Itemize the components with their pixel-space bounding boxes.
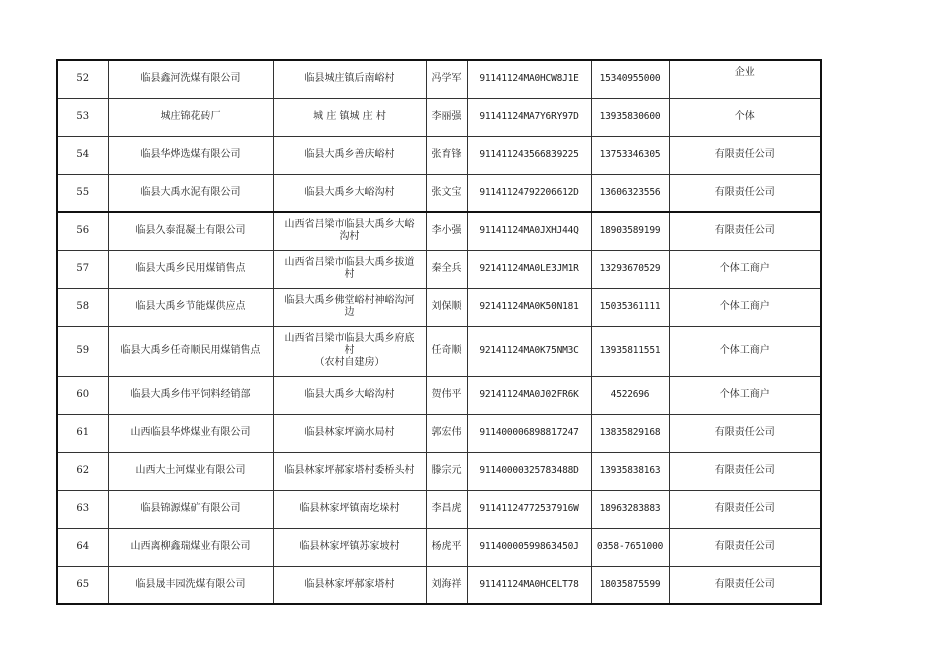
address-line: 临县林家坪郝家塔村: [304, 578, 395, 590]
address-cell: [273, 452, 426, 490]
row-number-cell: 64: [57, 528, 108, 566]
address-line: 临县大禹乡大峪沟村: [304, 389, 395, 400]
legal-person-cell: 任奇顺: [426, 326, 467, 376]
legal-person-cell: 刘海祥: [426, 566, 467, 604]
row-number-cell: 61: [57, 414, 108, 452]
table-row: [57, 212, 821, 250]
table-row: [57, 250, 821, 288]
company-name-cell: 山西临县华烨煤业有限公司: [108, 414, 273, 452]
address-line: 临县林家坪郝家塔村委桥头村: [284, 465, 415, 476]
phone-cell: 13606323556: [591, 174, 669, 212]
company-type-cell: 有限责任公司: [669, 136, 821, 174]
address-line: 临县大禹乡佛堂峪村神峪沟河: [284, 295, 415, 306]
address-line: 山西省吕梁市临县大禹乡拔道: [284, 257, 415, 268]
company-type-cell: 有限责任公司: [669, 174, 821, 212]
address-cell: [273, 212, 426, 250]
table-row: [57, 528, 821, 566]
legal-person-cell: 滕宗元: [426, 452, 467, 490]
phone-cell: 18903589199: [591, 212, 669, 250]
credit-code-cell: 91141124792206612D: [467, 174, 591, 212]
phone-cell: 13293670529: [591, 250, 669, 288]
credit-code-cell: 91141124MA0HCW8J1E: [467, 60, 591, 98]
row-number-cell: 54: [57, 136, 108, 174]
legal-person-cell: 李昌虎: [426, 490, 467, 528]
company-name-cell: 临县大禹乡任奇顺民用煤销售点: [108, 326, 273, 376]
credit-code-cell: 91140000599863450J: [467, 528, 591, 566]
row-number-cell: 55: [57, 174, 108, 212]
company-name-cell: 山西离柳鑫瑞煤业有限公司: [108, 528, 273, 566]
company-name-cell: 临县锦源煤矿有限公司: [108, 490, 273, 528]
company-type-cell: 有限责任公司: [669, 414, 821, 452]
address-cell: [273, 98, 426, 136]
phone-cell: 13935838163: [591, 452, 669, 490]
credit-code-cell: 92141124MA0K50N181: [467, 288, 591, 326]
legal-person-cell: 杨虎平: [426, 528, 467, 566]
address-cell: [273, 326, 426, 376]
legal-person-cell: 张文宝: [426, 174, 467, 212]
address-line: 村: [344, 269, 355, 280]
credit-code-cell: 91141124MA7Y6RY97D: [467, 98, 591, 136]
company-name-cell: 山西大土河煤业有限公司: [108, 452, 273, 490]
company-type-cell: 个体: [669, 98, 821, 136]
credit-code-cell: 92141124MA0J02FR6K: [467, 376, 591, 414]
row-number-cell: 59: [57, 326, 108, 376]
address-cell: [273, 288, 426, 326]
company-name-cell: 临县华烨选煤有限公司: [108, 136, 273, 174]
company-name-cell: 临县晟丰园洗煤有限公司: [108, 566, 273, 604]
credit-code-cell: 911411243566839225: [467, 136, 591, 174]
phone-cell: 4522696: [591, 376, 669, 414]
table-row: [57, 452, 821, 490]
legal-person-cell: 冯学军: [426, 60, 467, 98]
company-name-cell: 城庄锦花砖厂: [108, 98, 273, 136]
company-name-cell: 临县大禹乡节能煤供应点: [108, 288, 273, 326]
phone-cell: 18963283883: [591, 490, 669, 528]
address-line: 临县林家坪滴水局村: [304, 427, 395, 438]
table-row: [57, 326, 821, 376]
company-type-cell: 有限责任公司: [669, 212, 821, 250]
address-line: 临县林家坪镇南圪垛村: [299, 503, 400, 514]
table-row: [57, 376, 821, 414]
enterprise-table: [56, 59, 822, 605]
company-type-cell: 个体工商户: [669, 326, 821, 376]
phone-cell: 0358-7651000: [591, 528, 669, 566]
address-line: 城 庄 镇城 庄 村: [313, 111, 386, 122]
address-line: 村: [344, 345, 355, 356]
credit-code-cell: 91141124MA0JXHJ44Q: [467, 212, 591, 250]
company-type-cell: 有限责任公司: [669, 528, 821, 566]
address-line: 临县大禹乡大峪沟村: [304, 186, 395, 198]
address-cell: [273, 250, 426, 288]
company-name-cell: 临县大禹乡伟平饲料经销部: [108, 376, 273, 414]
address-line: 沟村: [339, 231, 360, 243]
row-number-cell: 57: [57, 250, 108, 288]
credit-code-cell: 92141124MA0K75NM3C: [467, 326, 591, 376]
credit-code-cell: 91141124772537916W: [467, 490, 591, 528]
row-number-cell: 63: [57, 490, 108, 528]
company-name-cell: 临县鑫河洗煤有限公司: [108, 60, 273, 98]
legal-person-cell: 李小强: [426, 212, 467, 250]
address-cell: [273, 376, 426, 414]
legal-person-cell: 张育锋: [426, 136, 467, 174]
address-cell: [273, 528, 426, 566]
credit-code-cell: 92141124MA0LE3JM1R: [467, 250, 591, 288]
address-cell: [273, 490, 426, 528]
address-cell: [273, 174, 426, 212]
credit-code-cell: 91141124MA0HCELT78: [467, 566, 591, 604]
row-number-cell: 58: [57, 288, 108, 326]
row-number-cell: 56: [57, 212, 108, 250]
legal-person-cell: 秦全兵: [426, 250, 467, 288]
address-line: 山西省吕梁市临县大禹乡大峪: [284, 219, 415, 231]
table-row: [57, 98, 821, 136]
address-cell: [273, 566, 426, 604]
address-cell: [273, 136, 426, 174]
row-number-cell: 60: [57, 376, 108, 414]
address-line: 临县城庄镇后南峪村: [304, 73, 395, 85]
phone-cell: 13935830600: [591, 98, 669, 136]
credit-code-cell: 911400006898817247: [467, 414, 591, 452]
address-line: 山西省吕梁市临县大禹乡府底: [284, 333, 415, 344]
legal-person-cell: 郭宏伟: [426, 414, 467, 452]
row-number-cell: 65: [57, 566, 108, 604]
phone-cell: 13835829168: [591, 414, 669, 452]
phone-cell: 13753346305: [591, 136, 669, 174]
legal-person-cell: 贺伟平: [426, 376, 467, 414]
table-row: [57, 490, 821, 528]
address-line: （农村自建房）: [314, 357, 385, 368]
row-number-cell: 53: [57, 98, 108, 136]
company-type-cell: 个体工商户: [669, 250, 821, 288]
phone-cell: 15340955000: [591, 60, 669, 98]
address-line: 临县大禹乡善庆峪村: [304, 149, 395, 160]
address-line: 边: [344, 307, 355, 318]
phone-cell: 15035361111: [591, 288, 669, 326]
company-type-cell: 有限责任公司: [669, 452, 821, 490]
credit-code-cell: 91140000325783488D: [467, 452, 591, 490]
company-type-cell: 企业: [669, 60, 821, 98]
row-number-cell: 62: [57, 452, 108, 490]
phone-cell: 18035875599: [591, 566, 669, 604]
company-type-cell: 有限责任公司: [669, 490, 821, 528]
table-row: [57, 60, 821, 98]
legal-person-cell: 李丽强: [426, 98, 467, 136]
table-row: [57, 288, 821, 326]
company-type-cell: 个体工商户: [669, 376, 821, 414]
address-line: 临县林家坪镇苏家坡村: [299, 541, 400, 552]
company-type-cell: 个体工商户: [669, 288, 821, 326]
company-name-cell: 临县大禹水泥有限公司: [108, 174, 273, 212]
company-name-cell: 临县大禹乡民用煤销售点: [108, 250, 273, 288]
row-number-cell: 52: [57, 60, 108, 98]
table-row: [57, 566, 821, 604]
table-row: [57, 414, 821, 452]
address-cell: [273, 414, 426, 452]
phone-cell: 13935811551: [591, 326, 669, 376]
company-type-cell: 有限责任公司: [669, 566, 821, 604]
legal-person-cell: 刘保顺: [426, 288, 467, 326]
company-name-cell: 临县久泰混凝土有限公司: [108, 212, 273, 250]
table-row: [57, 174, 821, 212]
address-cell: [273, 60, 426, 98]
table-row: [57, 136, 821, 174]
